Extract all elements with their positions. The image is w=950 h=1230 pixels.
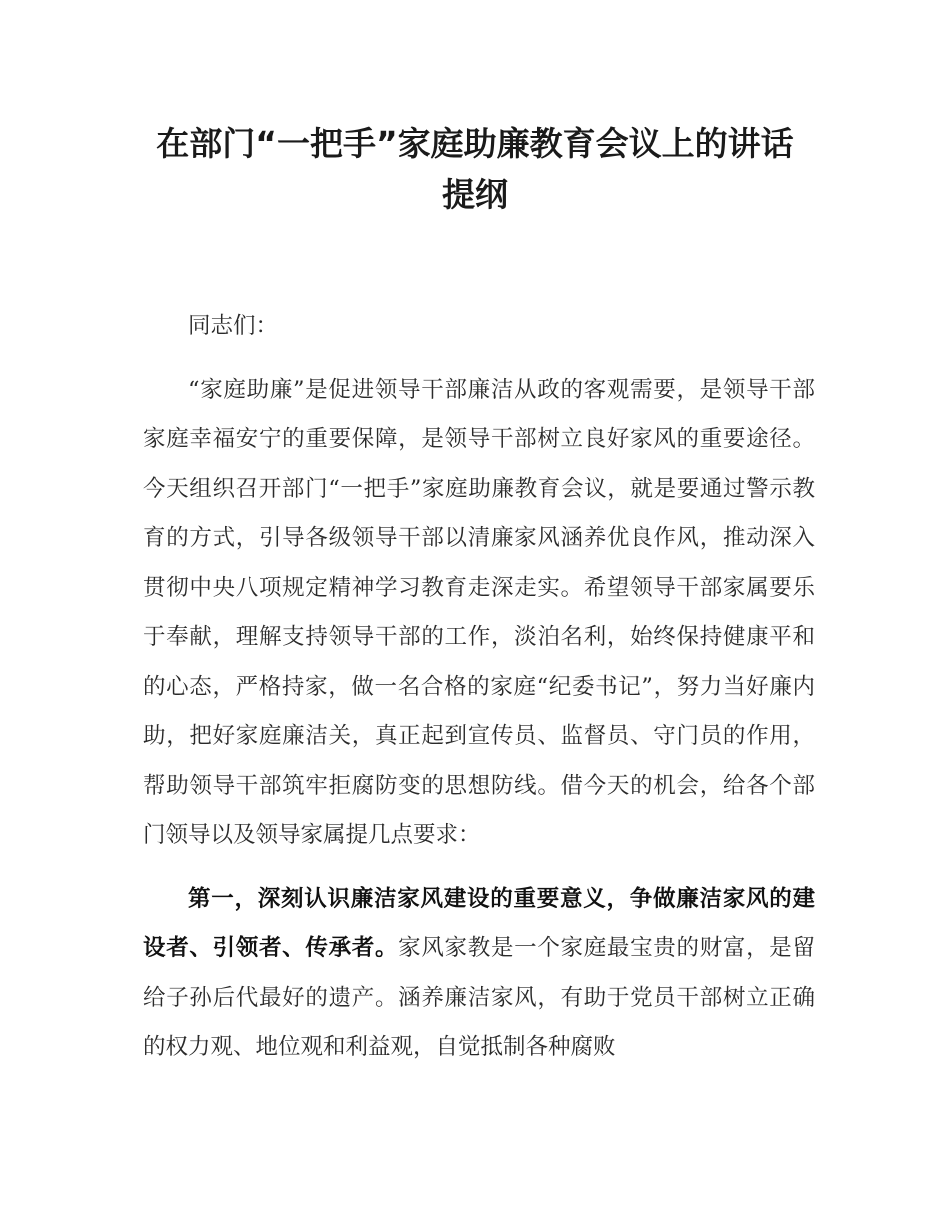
document-body — [143, 302, 815, 1073]
first-point-heading: 第一，深刻认识廉洁家风建设的重要意义，争做廉洁家风的建设者、引领者、传承者。 — [143, 885, 815, 961]
paragraph-intro: “家庭助廉”是促进领导干部廉洁从政的客观需要，是领导干部家庭幸福安宁的重要保障，是领导干部树立良好家风的重要途径。今天组织召开部门“一把手”家庭助廉教育会议，就是要通过警示教育的方式，引导各级领导干部以清廉家风涵养优良作风，推动深入贯彻中央八项规定精神学习教育走深走实。希望领导干部家属要乐于奉献，理解支持领导干部的工作，淡泊名利，始终保持健康平和的心态，严格持家，做一名合格的家庭“纪委书记”，努力当好廉内助，把好家庭廉洁关，真正起到宣传员、监督员、守门员的作用，帮助领导干部筑牢拒腐防变的思想防线。借今天的机会，给各个部门领导以及领导家属提几点要求： — [143, 376, 815, 848]
first-point-text: 家风家教是一个家庭最宝贵的财富，是留给子孙后代最好的遗产。涵养廉洁家风，有助于党员干部树立正确的权力观、地位观和利益观，自觉抵制各种腐败 — [143, 935, 815, 1060]
document-title: 在部门“一把手”家庭助廉教育会议上的讲话提纲 — [156, 124, 794, 214]
greeting: 同志们： — [188, 313, 279, 339]
paragraph-first-point — [143, 875, 815, 1073]
